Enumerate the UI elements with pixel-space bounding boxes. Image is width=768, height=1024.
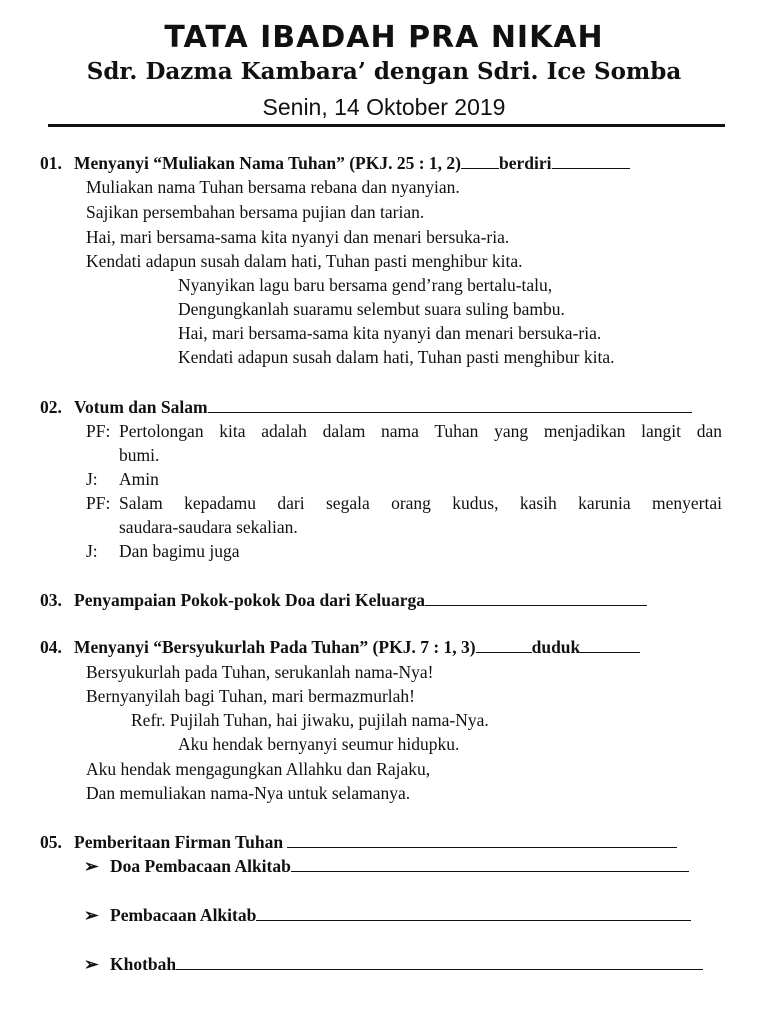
response-text: Salam kepadamu dari segala orang kudus, kasih karunia menyertai — [119, 493, 722, 513]
liturgy-response — [86, 421, 722, 469]
section-number: 05. — [40, 832, 62, 852]
lyric-line: Sajikan persembahan bersama pujian dan tarian. — [86, 202, 425, 222]
section-02-heading — [40, 397, 692, 418]
lyric-line: Hai, mari bersama-sama kita nyanyi dan menari bersuka-ria. — [86, 227, 510, 247]
arrow-bullet-icon: ➢ — [84, 954, 99, 974]
section-04-heading — [40, 637, 640, 658]
section-title: Penyampaian Pokok-pokok Doa dari Keluarga — [74, 590, 426, 610]
document-date: Senin, 14 Oktober 2019 — [262, 94, 506, 120]
blank-line — [552, 154, 630, 169]
section-title: Votum dan Salam — [74, 397, 208, 417]
response-text: bumi. — [119, 445, 160, 465]
lyric-line: Dengungkanlah suaramu selembut suara suling bambu. — [178, 299, 565, 319]
section-number: 03. — [40, 590, 62, 610]
blank-line — [256, 906, 691, 921]
speaker-role: J: — [86, 469, 98, 489]
lyric-line: Aku hendak bernyanyi seumur hidupku. — [178, 734, 460, 754]
sub-item — [84, 856, 689, 877]
section-title: Pemberitaan Firman Tuhan — [74, 832, 284, 852]
lyric-line: Bersyukurlah pada Tuhan, serukanlah nama-Nya! — [86, 662, 434, 682]
section-title: Menyanyi “Bersyukurlah Pada Tuhan” (PKJ. 7 : 1, 3) — [74, 637, 476, 657]
section-title: Menyanyi “Muliakan Nama Tuhan” (PKJ. 25 : 1, 2) — [74, 153, 461, 173]
section-03-heading — [40, 590, 647, 611]
sub-item-label: Khotbah — [110, 954, 177, 974]
speaker-role: J: — [86, 541, 98, 561]
blank-line — [461, 154, 499, 169]
section-number: 02. — [40, 397, 62, 417]
blank-line — [476, 638, 532, 653]
refrain-line — [131, 710, 489, 731]
section-number: 04. — [40, 637, 62, 657]
blank-line — [580, 638, 640, 653]
blank-line — [176, 955, 703, 970]
lyric-text: Pujilah Tuhan, hai jiwaku, pujilah nama-Nya. — [169, 710, 489, 730]
header-divider — [48, 124, 725, 127]
lyric-line: Kendati adapun susah dalam hati, Tuhan pasti menghibur kita. — [86, 251, 523, 271]
speaker-role: PF: — [86, 421, 111, 441]
sub-item-label: Doa Pembacaan Alkitab — [110, 856, 291, 876]
document-title: TATA IBADAH PRA NIKAH — [164, 20, 604, 55]
liturgy-response — [86, 493, 722, 541]
section-01-heading — [40, 153, 630, 174]
lyric-line: Nyanyikan lagu baru bersama gend’rang bertalu-talu, — [178, 275, 553, 295]
response-text: Pertolongan kita adalah dalam nama Tuhan yang menjadikan langit dan — [119, 421, 722, 441]
blank-line — [291, 857, 689, 872]
blank-line — [287, 833, 677, 848]
response-text: saudara-saudara sekalian. — [119, 517, 298, 537]
blank-line — [208, 398, 692, 413]
lyric-line: Muliakan nama Tuhan bersama rebana dan nyanyian. — [86, 177, 460, 197]
document-subtitle: Sdr. Dazma Kambara’ dengan Sdri. Ice Somba — [86, 58, 682, 85]
response-text: Dan bagimu juga — [119, 541, 240, 561]
section-instruction: berdiri — [499, 153, 552, 173]
sub-item-label: Pembacaan Alkitab — [110, 905, 257, 925]
lyric-line: Dan memuliakan nama-Nya untuk selamanya. — [86, 783, 411, 803]
sub-item — [84, 905, 691, 926]
lyric-line: Kendati adapun susah dalam hati, Tuhan pasti menghibur kita. — [178, 347, 615, 367]
arrow-bullet-icon: ➢ — [84, 856, 99, 876]
speaker-role: PF: — [86, 493, 111, 513]
blank-line — [425, 591, 647, 606]
section-number: 01. — [40, 153, 62, 173]
refrain-label: Refr. — [131, 710, 166, 730]
lyric-line: Hai, mari bersama-sama kita nyanyi dan menari bersuka-ria. — [178, 323, 602, 343]
lyric-line: Bernyanyilah bagi Tuhan, mari bermazmurlah! — [86, 686, 416, 706]
arrow-bullet-icon: ➢ — [84, 905, 99, 925]
response-text: Amin — [119, 469, 159, 489]
sub-item — [84, 954, 703, 975]
section-05-heading — [40, 832, 677, 853]
lyric-line: Aku hendak mengagungkan Allahku dan Rajaku, — [86, 759, 431, 779]
section-instruction: duduk — [531, 637, 581, 657]
